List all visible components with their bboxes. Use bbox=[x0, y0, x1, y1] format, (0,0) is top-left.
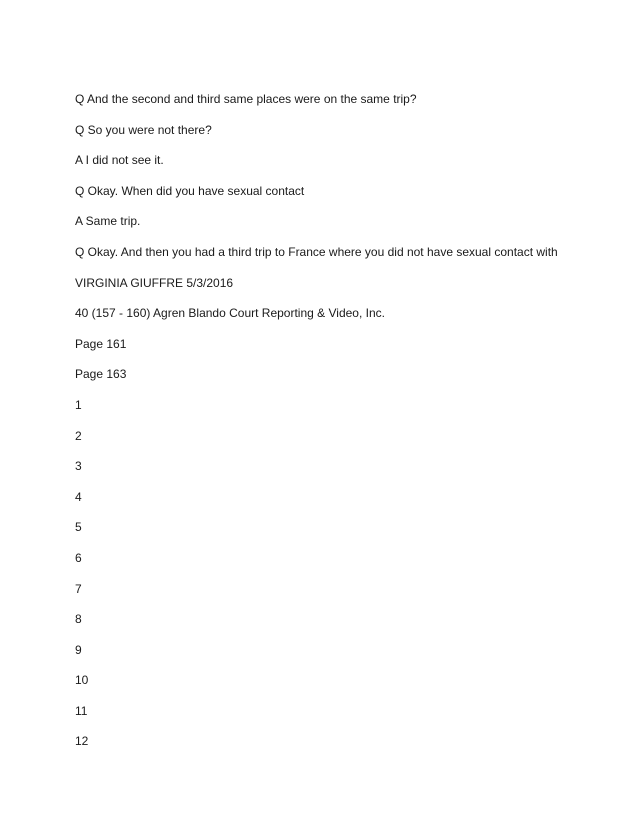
transcript-line-question: Q So you were not there? bbox=[75, 122, 212, 137]
transcript-line-question: Q And the second and third same places were on the same trip? bbox=[75, 92, 417, 106]
line-number: 9 bbox=[75, 642, 82, 657]
transcript-line-question: Q Okay. When did you have sexual contact bbox=[75, 183, 305, 198]
transcript-line-answer: A Same trip. bbox=[75, 214, 141, 229]
line-number: 5 bbox=[75, 520, 82, 535]
line-number: 7 bbox=[75, 581, 82, 596]
line-number: 10 bbox=[75, 673, 89, 688]
line-number: 11 bbox=[75, 703, 88, 718]
transcript-body bbox=[75, 91, 605, 764]
line-number: 2 bbox=[75, 428, 82, 443]
transcript-line-question: Q Okay. And then you had a third trip to France where you did not have sexual contact with bbox=[75, 244, 558, 259]
page-label: Page 163 bbox=[75, 367, 127, 382]
deponent-header: VIRGINIA GIUFFRE 5/3/2016 bbox=[75, 275, 234, 290]
line-number: 1 bbox=[75, 397, 82, 412]
line-number: 6 bbox=[75, 550, 82, 565]
line-number: 4 bbox=[75, 489, 82, 504]
page-label: Page 161 bbox=[75, 336, 127, 351]
reporter-footer: 40 (157 - 160) Agren Blando Court Reporting & Video, Inc. bbox=[75, 306, 385, 321]
line-number: 12 bbox=[75, 734, 89, 749]
line-number: 8 bbox=[75, 612, 82, 627]
transcript-line-answer: A I did not see it. bbox=[75, 153, 164, 168]
line-number: 3 bbox=[75, 459, 82, 474]
